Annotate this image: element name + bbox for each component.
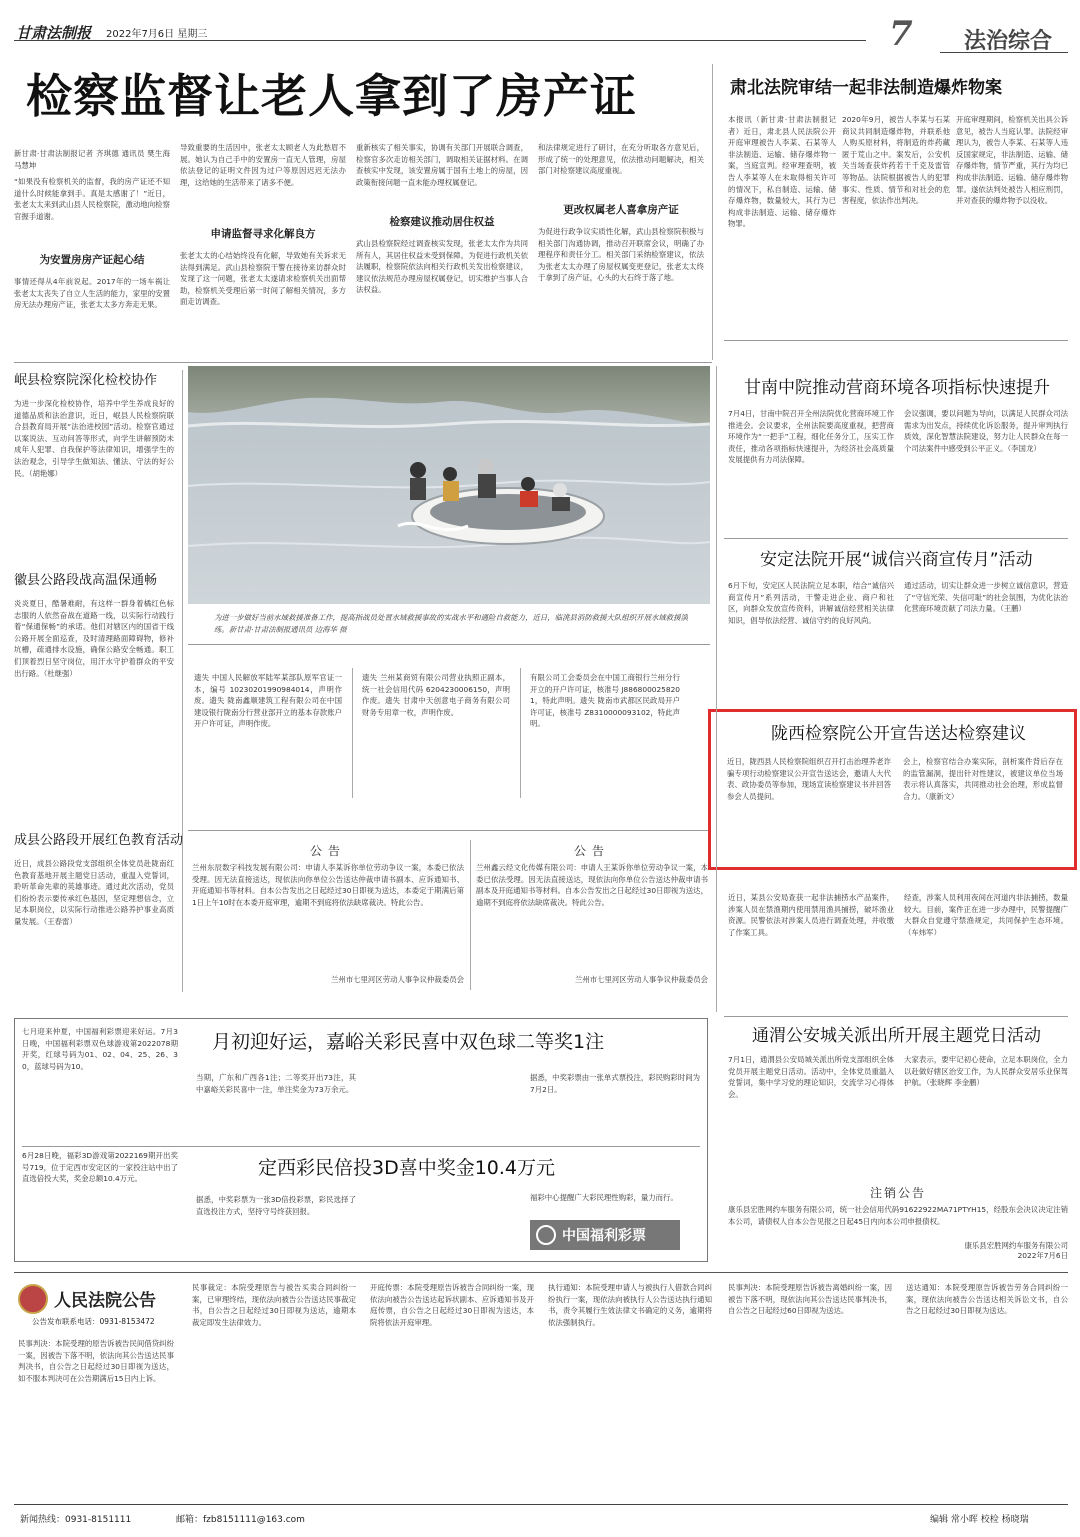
welfare-lottery-logo-text: 中国福利彩票 (562, 1228, 646, 1244)
lottery-divider (22, 1146, 700, 1147)
divider-under-lead (14, 362, 712, 363)
court-col-5: 民事判决：本院受理原告诉被告离婚纠纷一案，因被告下落不明，现依法向其公告送达民事判决书，自公告之日起经过60日即视为送达。 (728, 1283, 892, 1316)
chengxian-body: 近日，成县公路段党支部组织全体党员赴陇南红色教育基地开展主题党日活动，重温入党誓词，聆听革命先辈的英雄事迹。通过此次活动，党员们纷纷表示要传承红色基因，坚定理想信念，立足本职岗位，以实际行动推进公路养护事业高质量发展。（王春雷） (14, 859, 174, 926)
gannan-col1: 7月4日，甘南中院召开全州法院优化营商环境工作推进会。会议要求，全州法院要高度重视，把营商环境作为“一把手”工程，细化任务分工，压实工作责任，推动各项指标快速提升，为经济社会高质量发展提供有力司法保障。 (728, 409, 894, 465)
public-notice-2-body: 兰州鑫云经文化传媒有限公司：申请人王某诉你单位劳动争议一案，本委已依法受理。因无法直接送达，现依法向你单位公告送达仲裁申请书副本及开庭通知书等材料。自本公告发出之日起经过30日即视为送达，逾期不到庭将依法缺席裁决。特此公告。 (476, 863, 708, 907)
longxi-highlight-box (708, 709, 1077, 870)
masthead (14, 14, 1068, 58)
notice-divider-1 (352, 668, 353, 798)
lead-col3: 重新核实了相关事实，协调有关部门开展联合调查，检察官多次走访相关部门，调取相关证据材料。在调查核实中发现，该安置房属于国有土地上的房屋，因政策衔接问题一直未能办理权属登记。 (356, 143, 528, 187)
dissolution-notice-body: 康乐县宏胜网约车服务有限公司，统一社会信用代码91622922MA71PTYH15，经股东会决议决定注销本公司，请债权人自本公告见报之日起45日内向本公司申报债权。 (728, 1205, 1068, 1226)
notice-col-2: 遗失 兰州某商贸有限公司营业执照正副本，统一社会信用代码 6204230006150，声明作废。遗失 甘肃中天创意电子商务有限公司财务专用章一枚，声明作废。 (362, 673, 510, 717)
dissolution-notice-date: 2022年7月6日 (1017, 1251, 1068, 1260)
anding-col2: 通过活动，切实让群众进一步树立诚信意识，营造了“守信光荣、失信可耻”的社会氛围，为优化法治化营商环境贡献了司法力量。（王鹏） (904, 581, 1068, 614)
lead-subhead-3: 检察建议推动居住权益 (389, 216, 495, 228)
wanzhen-col2: 经查，涉案人员利用夜间在河道内非法捕捞，数量较大。目前，案件正在进一步办理中，民警提醒广大群众自觉遵守禁渔规定，共同保护生态环境。（车炜军） (904, 893, 1068, 937)
lead-col1b: 事情还得从4年前说起。2017年的一场车祸让张老太太丧失了自立人生活的能力，家里的安置房无法办理房产证，张老太太多方奔走无果。 (14, 277, 170, 310)
dissolution-notice (728, 1180, 1068, 1260)
notice-divider-2 (520, 668, 521, 798)
footer-editors: 编辑 常小晖 校检 杨晓瑞 (930, 1515, 1029, 1525)
lottery1-col2: 据悉，中奖彩票由一张单式票投注，彩民购彩时间为7月2日。 (530, 1073, 700, 1094)
divider-tongwei (724, 1016, 1068, 1017)
lead-subhead-4: 更改权属老人喜拿房产证 (563, 204, 679, 216)
notice-col-1: 遗失 中国人民解放军陆军某部队原军官证一本，编号 10230201990984014，声明作废。遗失 陇南鑫顺建筑工程有限公司在中国建设银行陇南分行营业部开立的基本存款账户开户许可证，声明作废。 (194, 673, 342, 729)
welfare-lottery-logo (530, 1220, 680, 1250)
section-title: 法治综合 (964, 29, 1053, 54)
lottery1-headline: 月初迎好运，嘉峪关彩民喜中双色球二等奖1注 (212, 1031, 605, 1053)
gannan-headline: 甘南中院推动营商环境各项指标快速提升 (744, 378, 1050, 398)
footer-rule (14, 1504, 1068, 1505)
lead-col4b: 为促进行政争议实质性化解，武山县检察院积极与相关部门沟通协调，推动召开联席会议，明确了办理程序和责任分工。相关部门采纳检察建议，依法为张老太太办理了房屋权属变更登记，张老太太终于拿到了房产证，心头的大石终于落了地。 (538, 227, 704, 283)
court-emblem-icon (18, 1284, 48, 1314)
lead-col1: “如果没有检察机关的监督，我的房产证还不知道什么时候能拿到手。真是太感谢了！”近日，张老太太来到武山县人民检察院，激动地向检察官握手道谢。 (14, 177, 170, 221)
lead-byline: 新甘肃·甘肃法制报记者 齐琪德 通讯员 樊生海 马慧坤 (14, 149, 170, 170)
chengxian-headline: 成县公路段开展红色教育活动 (14, 833, 184, 848)
court-notice-phone: 公告发布联系电话：0931-8153472 (32, 1317, 155, 1326)
huixian-body: 炎炎夏日，酷暑难耐，有这样一群身着橘红色标志服的人依然奋战在道路一线，以实际行动践行着“保通保畅”的承诺。他们对辖区内的国省干线公路开展全面巡查，及时清理路面障碍物，修补坑槽，疏通排水设施，确保公路安全畅通。职工们顶着烈日坚守岗位，用汗水守护着群众的平安出行路。（杜继强） (14, 599, 174, 678)
longxi-col2: 会上，检察官结合办案实际，剖析案件背后存在的监管漏洞，提出针对性建议，被建议单位当场表示将认真落实，共同推动社会治理，形成监督合力。（康新文） (903, 757, 1063, 801)
lottery1-col0: 七月迎来仲夏，中国福利彩票迎来好运。7月3日晚，中国福利彩票双色球游戏第2022078期开奖，红球号码为01、02、04、25、26、30，蓝球号码为10。 (22, 1027, 178, 1071)
minxian-headline: 岷县检察院深化检校协作 (14, 373, 158, 388)
anding-col1: 6月下旬，安定区人民法院立足本职，结合“诚信兴商宣传月”系列活动，干警走进企业、商户和社区，向群众发放宣传资料，讲解诚信经营相关法律知识，倡导依法经营、诚信守约的良好风尚。 (728, 581, 894, 625)
public-notice-1 (192, 836, 464, 992)
suzhou-col1: 本报讯（新甘肃·甘肃法制报记者）近日，肃北县人民法院公开开庭审理被告人李某、石某等人非法制造、运输、储存爆炸物一案，当庭宣判。经审理查明，被告人李某等人在未取得相关许可的情况下，私自制造、运输、储存爆炸物，数量较大，其行为已构成非法制造、运输、储存爆炸物罪。 (728, 115, 836, 229)
footer-email: 邮箱：fzb8151111@163.com (176, 1515, 305, 1525)
tongwei-col1: 7月1日，通渭县公安局城关派出所党支部组织全体党员开展主题党日活动。活动中，全体党员重温入党誓词，集中学习党的理论知识，交流学习心得体会。 (728, 1055, 894, 1099)
suzhou-col3: 开庭审理期间，检察机关出具公诉意见，被告人当庭认罪。法院经审理认为，被告人李某、石某等人违反国家规定，非法制造、运输、储存爆炸物，情节严重，其行为均已构成非法制造、运输、储存爆炸物罪。遂依法判处被告人相应刑罚，并对查获的爆炸物予以没收。 (956, 115, 1068, 206)
lottery2-headline: 定西彩民倍投3D喜中奖金10.4万元 (258, 1157, 556, 1179)
lead-col2b: 张老太太的心结始终没有化解，导致她有关诉求无法得到满足。武山县检察院干警在接待来访群众时发现了这一问题，张老太太遂请求检察机关出面帮助，检察机关受理后第一时间了解相关情况，多方面走访调查。 (180, 251, 346, 307)
wanzhen-col1: 近日，某县公安局查获一起非法捕捞水产品案件，涉案人员在禁渔期内使用禁用渔具捕捞，破坏渔业资源。民警依法对涉案人员进行调查处理，并收缴了作案工具。 (728, 893, 894, 937)
footer-hotline: 新闻热线：0931-8151111 (20, 1515, 132, 1525)
dissolution-notice-title: 注销公告 (869, 1186, 926, 1200)
dissolution-notice-sign: 康乐县宏胜网约车服务有限公司 (964, 1241, 1068, 1250)
public-notice-2-sign: 兰州市七里河区劳动人事争议仲裁委员会 (574, 975, 708, 984)
court-col-6: 送达通知：本院受理原告诉被告劳务合同纠纷一案，现依法向被告公告送达相关诉讼文书，自公告之日起经过30日即视为送达。 (906, 1283, 1068, 1316)
suzhou-col2: 2020年9月，被告人李某与石某商议共同制造爆炸物，并联系他人购买原材料，将制造的炸药藏匿于荒山之中。案发后，公安机关当场查获炸药若干千克及雷管等物品。法院根据被告人的犯罪事实、性质、情节和对社会的危害程度，依法作出判决。 (842, 115, 950, 206)
photo-caption: 为进一步做好当前水域救援准备工作，提高指战员处置水域救援事故的实战水平和遇险自救能力，近日，临洮县消防救援大队组织开展水域救援演练。新甘肃·甘肃法制报通讯员 边海华 摄 (214, 613, 688, 634)
anding-headline: 安定法院开展“诚信兴商宣传月”活动 (760, 550, 1033, 570)
tongwei-col2: 大家表示，要牢记初心使命，立足本职岗位，全力以赴做好辖区治安工作，为人民群众安居乐业保驾护航。（张晓辉 李金鹏） (904, 1055, 1068, 1088)
lead-col2: 导致重要的生活因中，张老太太顾老人为此愁眉不展。她认为自己手中的安置房一直无人管理，房屋依法登记的证明文件因为过户等原因迟迟无法办理，这给她的生活带来了诸多不便。 (180, 143, 346, 187)
lead-col4: 和法律规定进行了研讨，在充分听取各方意见后，形成了统一的处理意见，依法推动问题解决，相关部门对检察建议高度重视。 (538, 143, 704, 176)
news-photo (188, 366, 710, 604)
divider-gannan (724, 538, 1068, 539)
court-col-3: 开庭传票：本院受理原告诉被告合同纠纷一案，现依法向被告公告送达起诉状副本、应诉通知书及开庭传票，自公告之日起经过30日即视为送达，本院将依法开庭审理。 (370, 1283, 534, 1327)
public-notice-1-title: 公告 (309, 844, 346, 858)
lead-subhead-2: 申请监督寻求化解良方 (210, 228, 316, 240)
lottery2-col0: 6月28日晚，福彩3D游戏第2022169期开出奖号719，位于定西市安定区的一家投注站中出了直选倍投大奖，奖金总额10.4万元。 (22, 1151, 178, 1184)
masthead-rule (14, 40, 866, 41)
masthead-rule-right (940, 52, 1068, 53)
lottery1-col1: 当期，广东和广西各1注；二等奖开出73注，其中嘉峪关彩民喜中一注，单注奖金为73万余元。 (196, 1073, 356, 1094)
court-col-2: 民事裁定：本院受理原告与被告买卖合同纠纷一案，已审理终结，现依法向被告公告送达民事裁定书，自公告之日起经过30日即视为送达，逾期本裁定即发生法律效力。 (192, 1283, 356, 1327)
issue-date: 2022年7月6日 星期三 (106, 29, 208, 40)
public-notice-1-body: 兰州东辰数字科技发展有限公司：申请人李某诉你单位劳动争议一案，本委已依法受理。因无法直接送达，现依法向你单位公告送达仲裁申请书副本、应诉通知书、开庭通知书等材料。自本公告发出之日起经过30日即视为送达，本委定于期满后第1日上午10时在本委开庭审理，逾期不到庭将依法缺席裁决。特此公告。 (192, 863, 464, 907)
divider-lead-right (712, 64, 713, 360)
divider-court (14, 1272, 1068, 1273)
lottery2-col2: 福彩中心提醒广大彩民理性购彩，量力而行。 (530, 1193, 678, 1202)
lead-headline: 检察监督让老人拿到了房产证 (26, 69, 637, 123)
huixian-headline: 徽县公路段战高温保通畅 (14, 573, 158, 588)
suzhou-headline: 肃北法院审结一起非法制造爆炸物案 (730, 78, 1002, 98)
divider-notices (188, 830, 710, 831)
court-notice-logo (18, 1284, 178, 1330)
page-number: 7 (889, 14, 913, 54)
court-col-1: 民事判决：本院受理的原告诉被告民间借贷纠纷一案，因被告下落不明，依法向其公告送达民事判决书，自公告之日起经过30日即视为送达，如不服本判决可在公告期满后15日内上诉。 (18, 1339, 174, 1383)
welfare-lottery-logo-mark (536, 1225, 556, 1245)
divider-under-photo (188, 644, 710, 645)
divider-left-column (182, 370, 183, 992)
longxi-headline: 陇西检察院公开宣告送达检察建议 (771, 724, 1026, 744)
divider-suzhou (724, 340, 1068, 341)
gannan-col2: 会议强调，要以问题为导向，以满足人民群众司法需求为出发点，持续优化诉讼服务，提升审判执行质效，深化智慧法院建设，努力让人民群众在每一个司法案件中感受到公平正义。（李国龙） (904, 409, 1068, 453)
public-notice-2 (476, 836, 708, 992)
longxi-col1: 近日，陇西县人民检察院组织召开打击治理养老诈骗专项行动检察建议公开宣告送达会，邀请人大代表、政协委员等参加，现场宣读检察建议书并回答参会人员提问。 (727, 757, 891, 801)
public-notice-1-sign: 兰州市七里河区劳动人事争议仲裁委员会 (330, 975, 464, 984)
tongwei-headline: 通渭公安城关派出所开展主题党日活动 (752, 1026, 1041, 1046)
lead-subhead-1: 为安置房房产证起心结 (39, 254, 145, 266)
water-rescue-photo (188, 366, 710, 604)
public-notice-divider (470, 840, 471, 990)
court-col-4: 执行通知：本院受理申请人与被执行人借款合同纠纷执行一案，现依法向被执行人公告送达执行通知书，责令其履行生效法律文书确定的义务，逾期将依法强制执行。 (548, 1283, 712, 1327)
minxian-body: 为进一步深化检校协作，培养中学生养成良好的道德品质和法治意识，近日，岷县人民检察院联合县教育局开展“法治进校园”活动。检察官通过以案说法、互动问答等形式，向学生讲解预防未成年人犯罪、自我保护等法律知识，增强学生的法治观念，引导学生做知法、懂法、守法的好公民。（胡艳娜） (14, 399, 174, 478)
notice-col-3: 有限公司工会委员会在中国工商银行兰州分行开立的开户许可证，核准号 J8868000258201，特此声明。遗失 陇南市武都区民政局开户许可证，核准号 Z8310000093102，特此声明。 (530, 673, 680, 729)
court-notice-heading: 人民法院公告 (54, 1291, 156, 1311)
paper-name: 甘肃法制报 (16, 24, 92, 42)
lead-col3b: 武山县检察院经过调查核实发现，张老太太作为共同所有人，其居住权益未受到保障。为促进行政机关依法履职，检察院依法向相关行政机关发出检察建议，建议依法规范办理房屋权属登记，切实维护当事人合法权益。 (356, 239, 528, 295)
divider-mid-right (716, 366, 717, 1012)
lottery2-col1: 据悉，中奖彩票为一张3D倍投彩票，彩民选择了直选投注方式，坚持守号终获回报。 (196, 1195, 356, 1216)
public-notice-2-title: 公告 (573, 844, 610, 858)
